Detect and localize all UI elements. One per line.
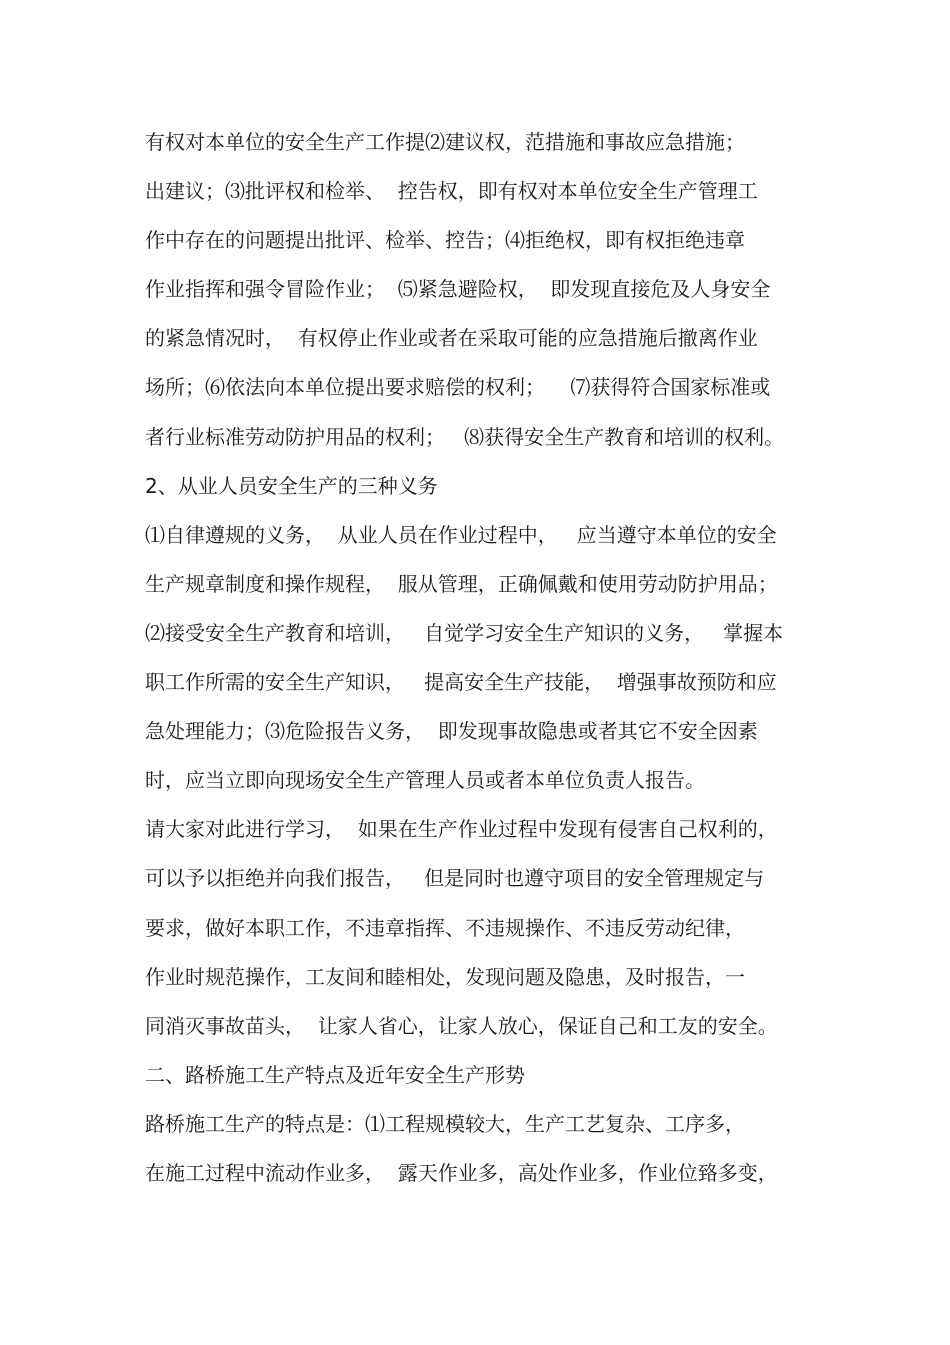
text-line: 可以予以拒绝并向我们报告， 但是同时也遵守项目的安全管理规定与 xyxy=(145,866,765,891)
section-heading: 二、路桥施工生产特点及近年安全生产形势 xyxy=(145,1062,525,1087)
text-line: 场所；⑹依法向本单位提出要求赔偿的权利； ⑺获得符合国家标准或 xyxy=(145,375,771,400)
text-line: 生产规章制度和操作规程， 服从管理，正确佩戴和使用劳动防护用品； xyxy=(145,571,778,596)
section-heading: 2、从业人员安全生产的三种义务 xyxy=(145,473,438,498)
text-line: 路桥施工生产的特点是：⑴工程规模较大，生产工艺复杂、工序多， xyxy=(145,1111,745,1136)
text-line: 时，应当立即向现场安全生产管理人员或者本单位负责人报告。 xyxy=(145,768,705,793)
document-body xyxy=(145,124,825,1204)
text-line: 出建议；⑶批评权和检举、 控告权，即有权对本单位安全生产管理工 xyxy=(145,179,758,204)
text-line: 作中存在的问题提出批评、检举、控告；⑷拒绝权，即有权拒绝违章 xyxy=(145,228,745,253)
text-line: ⑵接受安全生产教育和培训， 自觉学习安全生产知识的义务， 掌握本 xyxy=(145,620,784,645)
text-line: 作业时规范操作，工友间和睦相处，发现问题及隐患，及时报告，一 xyxy=(145,964,745,989)
text-line: 职工作所需的安全生产知识， 提高安全生产技能， 增强事故预防和应 xyxy=(145,670,777,695)
text-line: 有权对本单位的安全生产工作提⑵建议权，范措施和事故应急措施； xyxy=(145,130,745,154)
text-line: 者行业标准劳动防护用品的权利； ⑻获得安全生产教育和培训的权利。 xyxy=(145,424,785,449)
text-line: 作业指挥和强令冒险作业； ⑸紧急避险权， 即发现直接危及人身安全 xyxy=(145,277,771,302)
text-line: 在施工过程中流动作业多， 露天作业多，高处作业多，作业位臵多变， xyxy=(145,1160,778,1185)
text-line: 急处理能力；⑶危险报告义务， 即发现事故隐患或者其它不安全因素 xyxy=(145,719,758,744)
text-line: 要求，做好本职工作，不违章指挥、不违规操作、不违反劳动纪律， xyxy=(145,915,745,940)
text-line: 的紧急情况时， 有权停止作业或者在采取可能的应急措施后撤离作业 xyxy=(145,326,758,351)
text-line: ⑴自律遵规的义务， 从业人员在作业过程中， 应当遵守本单位的安全 xyxy=(145,522,777,547)
text-line: 请大家对此进行学习， 如果在生产作业过程中发现有侵害自己权利的， xyxy=(145,817,778,842)
text-line: 同消灭事故苗头， 让家人省心，让家人放心，保证自己和工友的安全。 xyxy=(145,1013,778,1038)
